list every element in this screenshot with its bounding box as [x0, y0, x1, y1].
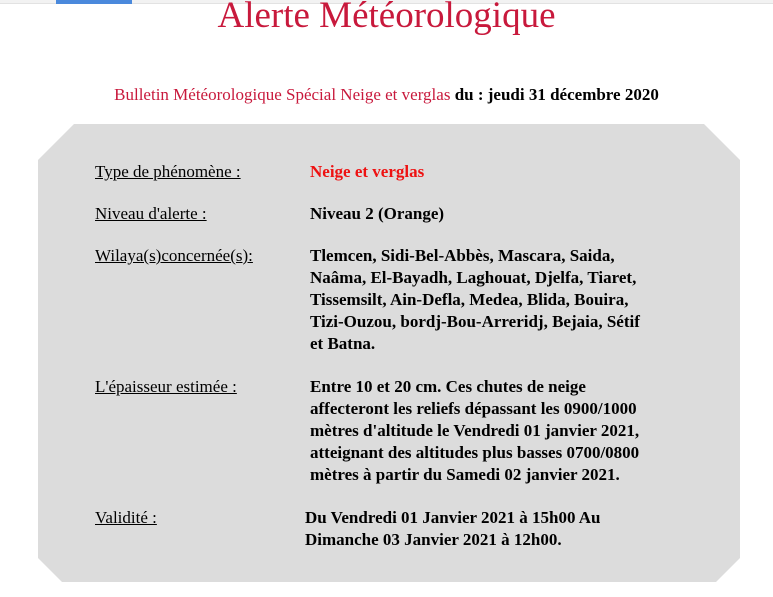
- alert-level-label: Niveau d'alerte :: [95, 204, 207, 223]
- thickness-label: L'épaisseur estimée :: [95, 377, 237, 396]
- thickness-line: affecteront les reliefs dépassant les 0900/1000: [310, 399, 637, 418]
- phenomenon-value: Neige et verglas: [310, 162, 425, 181]
- thickness-value: [310, 376, 639, 486]
- wilayas-label: Wilaya(s)concernée(s):: [95, 246, 253, 265]
- bulletin-line: [0, 84, 773, 106]
- page-title: Alerte Météorologique: [217, 0, 556, 36]
- alert-level-value: Niveau 2 (Orange): [310, 204, 445, 223]
- wilayas-line: Tizi-Ouzou, bordj-Bou-Arreridj, Bejaia, Sétif: [310, 312, 640, 331]
- thickness-line: mètres d'altitude le Vendredi 01 janvier 2021,: [310, 421, 640, 440]
- wilayas-line: Tissemsilt, Ain-Defla, Medea, Blida, Bouira,: [310, 290, 629, 309]
- wilayas-value: [310, 245, 640, 355]
- validity-line: Dimanche 03 Janvier 2021 à 12h00.: [305, 530, 562, 549]
- thickness-line: mètres à partir du Samedi 02 janvier 2021.: [310, 465, 620, 484]
- bulletin-label: Bulletin Météorologique Spécial Neige et verglas: [114, 85, 451, 104]
- validity-label: Validité :: [95, 508, 157, 527]
- validity-value: [305, 507, 601, 551]
- wilayas-line: et Batna.: [310, 334, 376, 353]
- thickness-line: atteignant des altitudes plus basses 0700/0800: [310, 443, 640, 462]
- validity-line: Du Vendredi 01 Janvier 2021 à 15h00 Au: [305, 508, 601, 527]
- wilayas-line: Naâma, El-Bayadh, Laghouat, Djelfa, Tiaret,: [310, 268, 637, 287]
- phenomenon-label: Type de phénomène :: [95, 162, 241, 181]
- wilayas-line: Tlemcen, Sidi-Bel-Abbès, Mascara, Saida,: [310, 246, 615, 265]
- bulletin-date: du : jeudi 31 décembre 2020: [454, 85, 659, 104]
- thickness-line: Entre 10 et 20 cm. Ces chutes de neige: [310, 377, 586, 396]
